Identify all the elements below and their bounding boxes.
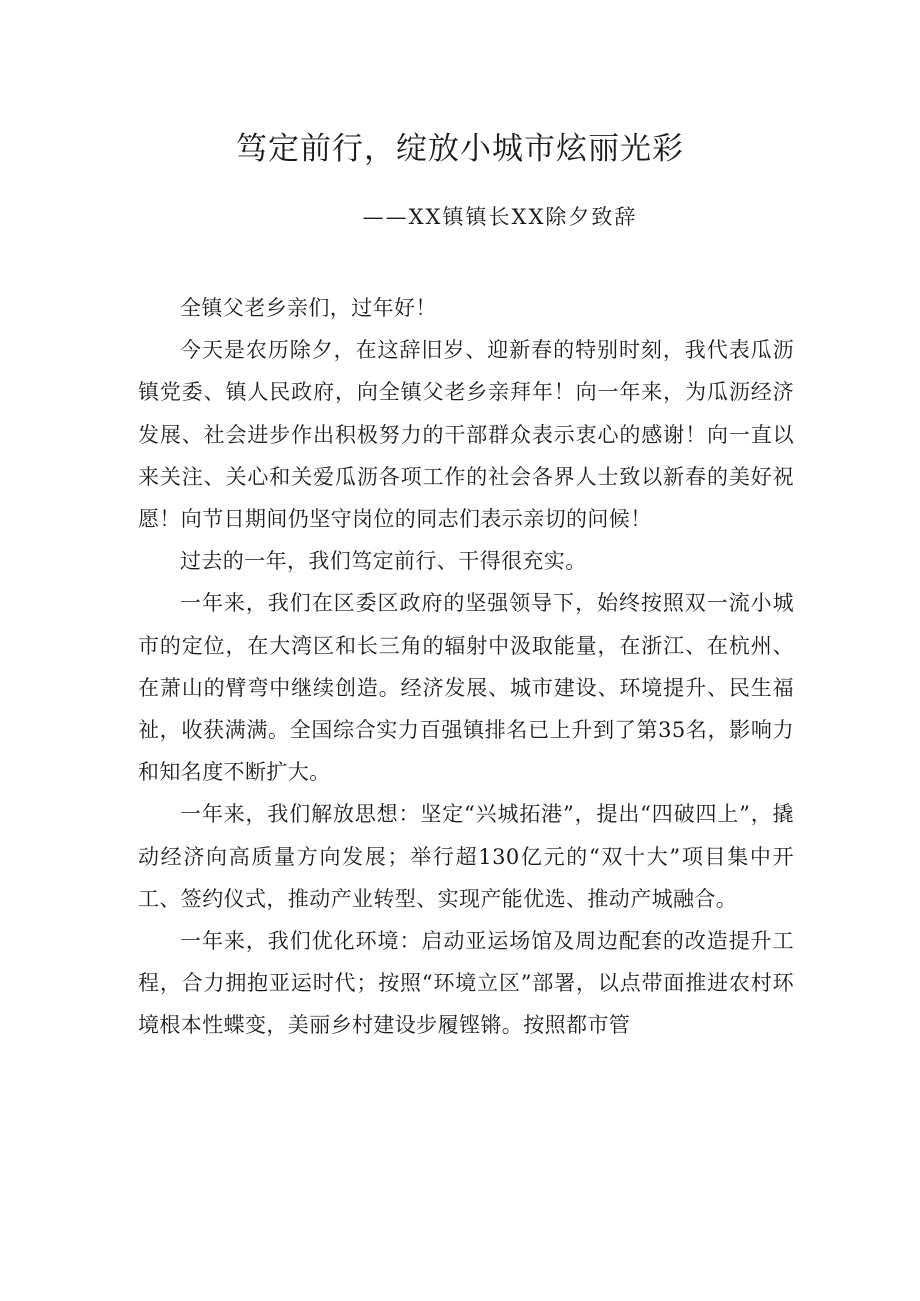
document-subtitle: ——XX镇镇长XX除夕致辞 bbox=[362, 205, 638, 229]
document-body bbox=[138, 287, 794, 1047]
paragraph: 一年来，我们解放思想：坚定“兴城拓港”，提出“四破四上”，撬动经济向高质量方向发展；举行超130亿元的“双十大”项目集中开工、签约仪式，推动产业转型、实现产能优选、推动产城融合。 bbox=[138, 802, 794, 911]
paragraph: 一年来，我们在区委区政府的坚强领导下，始终按照双一流小城市的定位，在大湾区和长三角的辐射中汲取能量，在浙江、在杭州、在萧山的臂弯中继续创造。经济发展、城市建设、环境提升、民生福祉，收获满满。全国综合实力百强镇排名已上升到了第35名，影响力和知名度不断扩大。 bbox=[138, 591, 794, 785]
paragraph: 一年来，我们优化环境：启动亚运场馆及周边配套的改造提升工程，合力拥抱亚运时代；按照“环境立区”部署，以点带面推进农村环境根本性蝶变，美丽乡村建设步履铿锵。按照都市管 bbox=[138, 929, 794, 1038]
paragraph: 过去的一年，我们笃定前行、干得很充实。 bbox=[180, 549, 587, 574]
paragraph-greeting: 全镇父老乡亲们，过年好！ bbox=[180, 296, 437, 320]
paragraph: 今天是农历除夕，在这辞旧岁、迎新春的特别时刻，我代表瓜沥镇党委、镇人民政府，向全镇父老乡亲拜年！向一年来，为瓜沥经济发展、社会进步作出积极努力的干部群众表示衷心的感谢！向一直以来关注、关心和关爱瓜沥各项工作的社会各界人士致以新春的美好祝愿！向节日期间仍坚守岗位的同志们表示亲切的问候！ bbox=[138, 338, 794, 532]
document-title: 笃定前行，绽放小城市炫丽光彩 bbox=[236, 131, 684, 167]
